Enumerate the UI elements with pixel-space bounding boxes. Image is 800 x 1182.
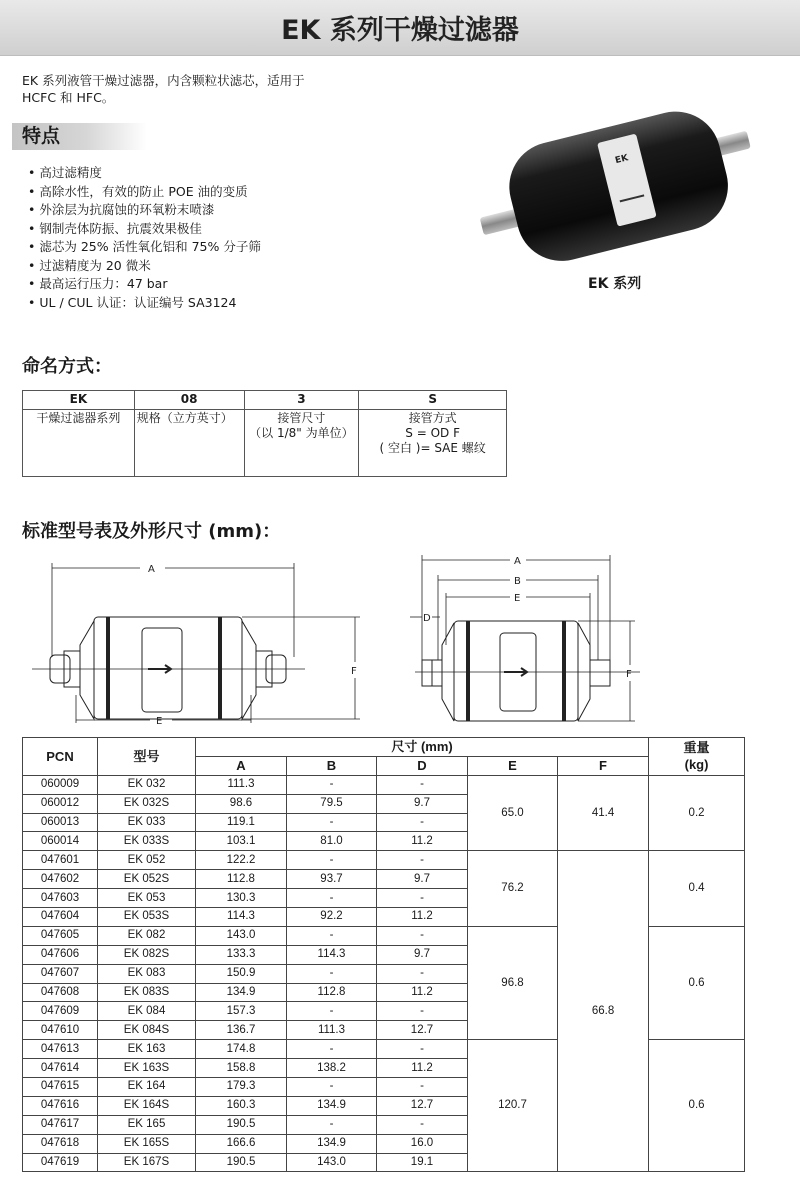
b-cell: - <box>287 926 377 945</box>
feature-item: • 过滤精度为 20 微米 <box>28 257 261 276</box>
d-cell: - <box>377 813 468 832</box>
a-cell: 112.8 <box>196 870 287 889</box>
d-cell: - <box>377 1115 468 1134</box>
model-cell: EK 163 <box>98 1040 196 1059</box>
intro-line: HCFC 和 HFC。 <box>22 90 115 105</box>
a-cell: 103.1 <box>196 832 287 851</box>
label-b: B <box>514 576 521 587</box>
table-row <box>23 851 745 870</box>
d-cell: - <box>377 926 468 945</box>
a-cell: 150.9 <box>196 964 287 983</box>
feature-item: • 高过滤精度 <box>28 164 261 183</box>
label-a: A <box>514 556 521 567</box>
b-cell: - <box>287 889 377 908</box>
b-cell: 134.9 <box>287 1096 377 1115</box>
flare-filter-diagram <box>32 563 360 725</box>
b-cell: 112.8 <box>287 983 377 1002</box>
model-cell: EK 165 <box>98 1115 196 1134</box>
feature-item: • 滤芯为 25% 活性氧化铝和 75% 分子筛 <box>28 238 261 257</box>
a-cell: 190.5 <box>196 1153 287 1172</box>
naming-desc <box>359 410 507 477</box>
a-cell: 174.8 <box>196 1040 287 1059</box>
header-weight <box>649 738 745 776</box>
pcn-cell: 060014 <box>23 832 98 851</box>
header-pcn: PCN <box>23 738 98 776</box>
b-cell: 134.9 <box>287 1134 377 1153</box>
label-e: E <box>514 593 521 604</box>
a-cell: 111.3 <box>196 775 287 794</box>
e-cell: 120.7 <box>468 1040 558 1172</box>
label-f: F <box>626 669 632 680</box>
weight-label: 重量 <box>683 740 710 756</box>
d-cell: - <box>377 1078 468 1097</box>
pcn-cell: 047613 <box>23 1040 98 1059</box>
header-d: D <box>377 756 468 775</box>
b-cell: - <box>287 775 377 794</box>
naming-desc-line: 接管尺寸 <box>277 411 326 425</box>
naming-desc-line: 接管方式 <box>408 411 457 425</box>
d-cell: 19.1 <box>377 1153 468 1172</box>
label-f: F <box>351 666 357 677</box>
features-heading: 特点 <box>12 123 147 150</box>
f-cell: 41.4 <box>558 775 649 851</box>
naming-desc-line: 干燥过滤器系列 <box>36 411 121 425</box>
pcn-cell: 047610 <box>23 1021 98 1040</box>
a-cell: 166.6 <box>196 1134 287 1153</box>
b-cell: 111.3 <box>287 1021 377 1040</box>
intro-line: EK 系列液管干燥过滤器，内含颗粒状滤芯，适用于 <box>22 73 305 88</box>
feature-item: • 最高运行压力：47 bar <box>28 275 261 294</box>
b-cell: - <box>287 1115 377 1134</box>
d-cell: 11.2 <box>377 983 468 1002</box>
weight-cell: 0.4 <box>649 851 745 927</box>
d-cell: 11.2 <box>377 832 468 851</box>
model-cell: EK 082 <box>98 926 196 945</box>
a-cell: 179.3 <box>196 1078 287 1097</box>
pcn-cell: 047602 <box>23 870 98 889</box>
naming-code: EK <box>23 391 135 410</box>
naming-desc-line: （以 1/8" 为单位） <box>249 426 354 440</box>
model-cell: EK 167S <box>98 1153 196 1172</box>
b-cell: - <box>287 1078 377 1097</box>
model-cell: EK 084 <box>98 1002 196 1021</box>
pcn-cell: 047616 <box>23 1096 98 1115</box>
product-photo <box>465 92 765 267</box>
a-cell: 133.3 <box>196 945 287 964</box>
model-cell: EK 033 <box>98 813 196 832</box>
b-cell: - <box>287 813 377 832</box>
f-cell: 66.8 <box>558 851 649 1172</box>
pcn-cell: 047608 <box>23 983 98 1002</box>
d-cell: - <box>377 889 468 908</box>
a-cell: 119.1 <box>196 813 287 832</box>
naming-desc <box>134 410 244 477</box>
a-cell: 122.2 <box>196 851 287 870</box>
label-d: D <box>423 613 431 624</box>
b-cell: 81.0 <box>287 832 377 851</box>
naming-desc-line: 规格（立方英寸） <box>136 411 233 425</box>
d-cell: - <box>377 1002 468 1021</box>
a-cell: 160.3 <box>196 1096 287 1115</box>
pcn-cell: 047619 <box>23 1153 98 1172</box>
header-a: A <box>196 756 287 775</box>
pcn-cell: 047609 <box>23 1002 98 1021</box>
feature-item: • 高除水性，有效的防止 POE 油的变质 <box>28 183 261 202</box>
a-cell: 136.7 <box>196 1021 287 1040</box>
d-cell: - <box>377 851 468 870</box>
a-cell: 134.9 <box>196 983 287 1002</box>
feature-item: • 钢制壳体防振、抗震效果极佳 <box>28 220 261 239</box>
model-cell: EK 032S <box>98 794 196 813</box>
naming-code: 08 <box>134 391 244 410</box>
naming-table <box>22 390 507 477</box>
spec-table-body <box>23 775 745 1172</box>
a-cell: 157.3 <box>196 1002 287 1021</box>
d-cell: 12.7 <box>377 1021 468 1040</box>
naming-code: 3 <box>244 391 359 410</box>
feature-item: • 外涂层为抗腐蚀的环氧粉末喷漆 <box>28 201 261 220</box>
model-cell: EK 165S <box>98 1134 196 1153</box>
model-cell: EK 164 <box>98 1078 196 1097</box>
pcn-cell: 060012 <box>23 794 98 813</box>
naming-code: S <box>359 391 507 410</box>
naming-desc <box>244 410 359 477</box>
features-list <box>28 164 261 312</box>
product-caption: EK 系列 <box>588 276 642 292</box>
a-cell: 143.0 <box>196 926 287 945</box>
model-cell: EK 082S <box>98 945 196 964</box>
d-cell: 9.7 <box>377 794 468 813</box>
b-cell: 143.0 <box>287 1153 377 1172</box>
b-cell: 79.5 <box>287 794 377 813</box>
b-cell: 114.3 <box>287 945 377 964</box>
e-cell: 96.8 <box>468 926 558 1039</box>
model-cell: EK 083 <box>98 964 196 983</box>
model-cell: EK 083S <box>98 983 196 1002</box>
model-cell: EK 052 <box>98 851 196 870</box>
model-cell: EK 084S <box>98 1021 196 1040</box>
e-cell: 65.0 <box>468 775 558 851</box>
dimensions-heading: 标准型号表及外形尺寸 (mm)： <box>22 521 281 542</box>
pcn-cell: 047615 <box>23 1078 98 1097</box>
pcn-cell: 047604 <box>23 908 98 927</box>
model-cell: EK 163S <box>98 1059 196 1078</box>
b-cell: 93.7 <box>287 870 377 889</box>
naming-desc <box>23 410 135 477</box>
e-cell: 76.2 <box>468 851 558 927</box>
pcn-cell: 047603 <box>23 889 98 908</box>
weight-unit: (kg) <box>684 757 709 773</box>
a-cell: 190.5 <box>196 1115 287 1134</box>
model-cell: EK 052S <box>98 870 196 889</box>
header-model: 型号 <box>98 738 196 776</box>
pcn-cell: 047605 <box>23 926 98 945</box>
b-cell: - <box>287 851 377 870</box>
header-f: F <box>558 756 649 775</box>
pcn-cell: 060009 <box>23 775 98 794</box>
model-cell: EK 164S <box>98 1096 196 1115</box>
a-cell: 158.8 <box>196 1059 287 1078</box>
odf-filter-diagram <box>410 555 640 721</box>
weight-cell: 0.6 <box>649 926 745 1039</box>
a-cell: 130.3 <box>196 889 287 908</box>
b-cell: 92.2 <box>287 908 377 927</box>
a-cell: 114.3 <box>196 908 287 927</box>
feature-item: • UL / CUL 认证：认证编号 SA3124 <box>28 294 261 313</box>
d-cell: - <box>377 964 468 983</box>
model-cell: EK 033S <box>98 832 196 851</box>
product-label-text: EK <box>614 153 630 167</box>
weight-cell: 0.2 <box>649 775 745 851</box>
d-cell: 12.7 <box>377 1096 468 1115</box>
b-cell: - <box>287 1040 377 1059</box>
label-e: E <box>156 716 163 725</box>
pcn-cell: 060013 <box>23 813 98 832</box>
d-cell: 11.2 <box>377 1059 468 1078</box>
label-a: A <box>148 564 155 575</box>
model-cell: EK 032 <box>98 775 196 794</box>
d-cell: 9.7 <box>377 870 468 889</box>
pcn-cell: 047607 <box>23 964 98 983</box>
model-cell: EK 053S <box>98 908 196 927</box>
pcn-cell: 047601 <box>23 851 98 870</box>
d-cell: 11.2 <box>377 908 468 927</box>
d-cell: 9.7 <box>377 945 468 964</box>
d-cell: - <box>377 1040 468 1059</box>
table-row <box>23 775 745 794</box>
dimension-diagrams <box>30 545 650 725</box>
b-cell: - <box>287 1002 377 1021</box>
a-cell: 98.6 <box>196 794 287 813</box>
intro-text <box>22 72 402 106</box>
header-size: 尺寸 (mm) <box>196 738 649 757</box>
naming-desc-line: S = OD F <box>405 426 460 440</box>
header-e: E <box>468 756 558 775</box>
header-b: B <box>287 756 377 775</box>
weight-cell: 0.6 <box>649 1040 745 1172</box>
b-cell: 138.2 <box>287 1059 377 1078</box>
pcn-cell: 047614 <box>23 1059 98 1078</box>
b-cell: - <box>287 964 377 983</box>
pcn-cell: 047606 <box>23 945 98 964</box>
pcn-cell: 047618 <box>23 1134 98 1153</box>
page-title: EK 系列干燥过滤器 <box>0 0 800 56</box>
naming-heading: 命名方式： <box>22 356 112 377</box>
d-cell: - <box>377 775 468 794</box>
spec-table <box>22 737 745 1172</box>
naming-desc-line: ( 空白 )= SAE 螺纹 <box>379 441 486 455</box>
d-cell: 16.0 <box>377 1134 468 1153</box>
pcn-cell: 047617 <box>23 1115 98 1134</box>
model-cell: EK 053 <box>98 889 196 908</box>
